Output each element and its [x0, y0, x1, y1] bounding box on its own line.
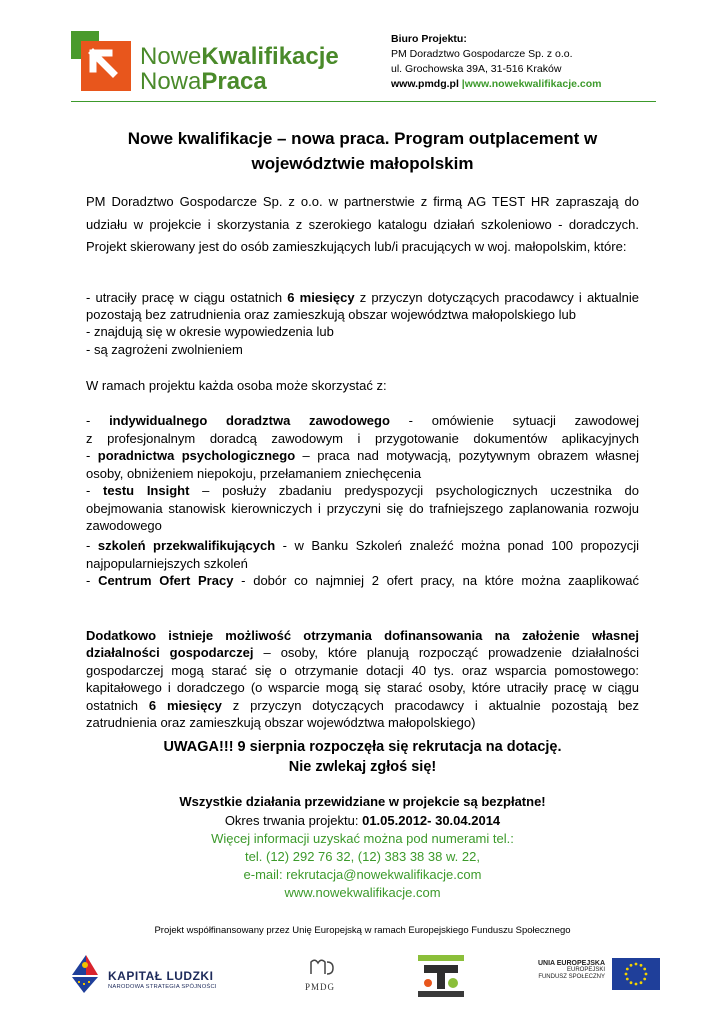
header-divider: [71, 101, 656, 102]
offer-item-cont: obejmowania stanowisk kierowniczych i przyczyni się do trafniejszego zaplanowania rozwoju: [86, 501, 639, 516]
offer-item-cont: najpopularniejszych szkoleń: [86, 556, 248, 571]
eligibility-item: - utraciły pracę w ciągu ostatnich 6 miesięcy z przyczyn dotyczących pracodawcy i aktualnie: [86, 290, 639, 305]
eligibility-item: - znajdują się w okresie wypowiedzenia lub: [86, 324, 334, 339]
kapital-ludzki-logo-icon: [70, 953, 100, 995]
offer-item: - indywidualnego doradztwa zawodowego - omówienie sytuacji zawodowej: [86, 413, 639, 428]
grant-line: gospodarczej mogą starać się o otrzymanie dotacji 40 tys. oraz wsparcia pomostowego:: [86, 663, 639, 678]
offer-item-cont: zawodowego: [86, 518, 162, 533]
document-title: Nowe kwalifikacje – nowa praca. Program outplacement w województwie małopolskim: [127, 129, 598, 173]
offer-item-cont: osoby, obniżeniem niepokoju, przełamaniem zniechęcenia: [86, 466, 422, 481]
website-link[interactable]: www.nowekwalifikacje.com: [284, 885, 441, 900]
phone-numbers: tel. (12) 292 76 32, (12) 383 38 38 w. 22,: [245, 849, 480, 864]
grant-line: ostatnich 6 miesięcy z przyczyn dotyczących pracodawcy i aktualnie pozostają bez: [86, 698, 639, 713]
offer-item: - Centrum Ofert Pracy - dobór co najmniej 2 ofert pracy, na które można zaaplikować: [86, 573, 639, 588]
pmdg-link[interactable]: www.pmdg.pl: [391, 78, 459, 90]
office-title: Biuro Projektu:: [391, 33, 467, 45]
eu-label: UNIA EUROPEJSKA EUROPEJSKI FUNDUSZ SPOŁECZNY: [537, 960, 605, 980]
kapital-ludzki-name: KAPITAŁ LUDZKI: [108, 969, 214, 983]
grant-line: Dodatkowo istnieje możliwość otrzymania dofinansowania na założenie własnej: [86, 628, 639, 643]
offer-item: - testu Insight – posłuży zbadaniu predyspozycji psychologicznych uczestnika do: [86, 483, 639, 498]
pmdg-logo-text: PMDG: [305, 982, 336, 992]
office-address: ul. Grochowska 39A, 31-516 Kraków: [391, 63, 562, 75]
project-link[interactable]: www.nowekwalifikacje.com: [464, 78, 602, 90]
more-info: Więcej informacji uzyskać można pod numerami tel.:: [211, 831, 514, 846]
offer-item: - poradnictwa psychologicznego – praca nad motywacją, pozytywnym obrazem własnej: [86, 448, 639, 463]
nowe-kwalifikacje-logo-icon: [71, 31, 131, 91]
ag-test-hr-logo-icon: [418, 955, 464, 997]
offer-intro: W ramach projektu każda osoba może skorzystać z:: [86, 378, 387, 393]
logo-line1: NoweKwalifikacje: [140, 43, 339, 70]
contact-email[interactable]: e-mail: rekrutacja@nowekwalifikacje.com: [243, 867, 482, 882]
offer-item: - szkoleń przekwalifikujących - w Banku Szkoleń znaleźć można ponad 100 propozycji: [86, 538, 640, 553]
free-note: Wszystkie działania przewidziane w projekcie są bezpłatne!: [179, 794, 546, 809]
logo-line2: NowaPraca: [140, 68, 267, 95]
kapital-ludzki-sub: NARODOWA STRATEGIA SPÓJNOŚCI: [108, 984, 217, 990]
grant-line: kapitałowego i doradczego (o wsparcie mogą się starać osoby, które utraciły pracę w ciągu: [86, 680, 639, 695]
pmdg-logo-icon: [309, 958, 335, 976]
recruitment-alert: UWAGA!!! 9 sierpnia rozpoczęła się rekrutacja na dotację. Nie zwlekaj zgłoś się!: [163, 739, 562, 775]
grant-line: zatrudnienia oraz zamieszkują obszar województwa małopolskiego): [86, 715, 476, 730]
office-company: PM Doradztwo Gospodarcze Sp. z o.o.: [391, 48, 573, 60]
project-period: Okres trwania projektu: 01.05.2012- 30.04.2014: [224, 813, 501, 828]
intro-paragraph: PM Doradztwo Gospodarcze Sp. z o.o. w partnerstwie z firmą AG TEST HR zapraszają do udziału w projekcie i skorzystania z szerokiego katalogu działań szkoleniowo - doradczych. Projekt skierowany jest do osób zamieszkujących lub/i pracujących w woj. małopolskim, które:: [86, 194, 639, 254]
funding-note: Projekt współfinansowany przez Unię Europejską w ramach Europejskiego Funduszu Społecznego: [154, 925, 571, 936]
eligibility-item: - są zagrożeni zwolnieniem: [86, 342, 243, 357]
office-web: www.pmdg.pl |www.nowekwalifikacje.com: [391, 78, 602, 90]
eligibility-item: pozostają bez zatrudnienia oraz zamieszkują obszar województwa małopolskiego lub: [86, 307, 576, 322]
grant-line: działalności gospodarczej – osoby, które planują rozpocząć prowadzenie działalności: [86, 645, 639, 660]
eu-flag-icon: [612, 958, 660, 990]
offer-item-cont: z profesjonalnym doradcą zawodowym i przygotowanie dokumentów aplikacyjnych: [86, 431, 639, 446]
